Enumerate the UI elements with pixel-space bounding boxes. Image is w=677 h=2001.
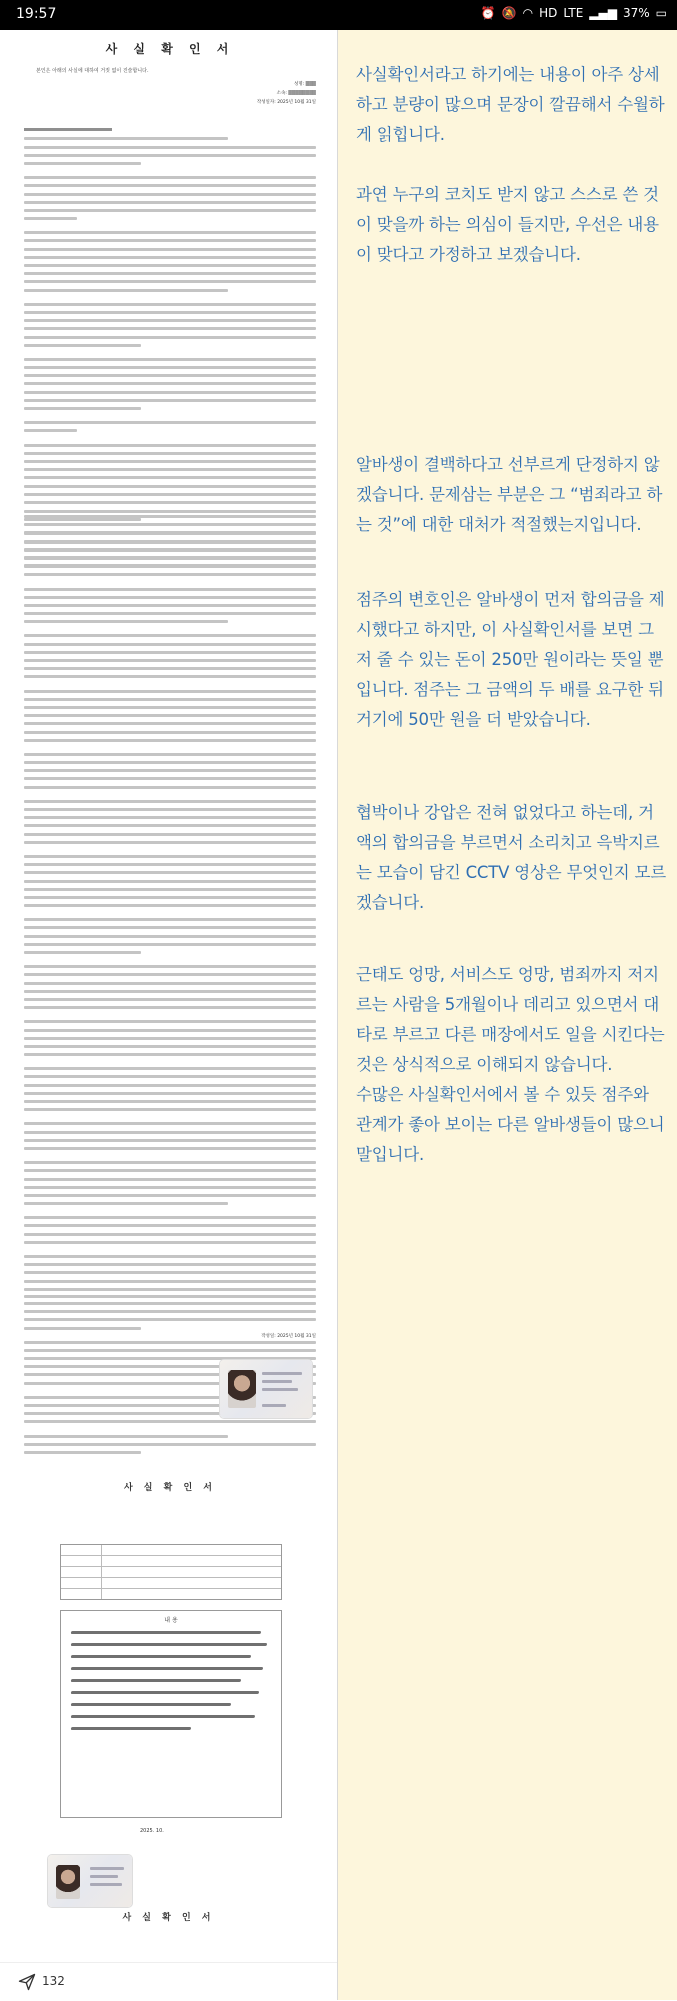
document-page-1 [24, 40, 316, 1340]
hd-label: HD [539, 6, 558, 20]
page3-title: 사 실 확 인 서 [122, 1913, 215, 1923]
id-card-image-2 [48, 1855, 132, 1907]
document-title: 사 실 확 인 서 [105, 42, 235, 56]
status-time: 19:57 [16, 6, 57, 22]
id-photo [228, 1370, 256, 1408]
id-card-image-1 [220, 1360, 312, 1418]
document-footer-date: 작성일: 2025년 10월 31일 [261, 1334, 316, 1340]
share-count: 132 [42, 1974, 65, 1988]
commentary-paragraph-3: 알바생이 결백하다고 선부르게 단정하지 않겠습니다. 문제삼는 부분은 그 “범죄라고 하는 것”에 대한 대처가 적절했는지입니다. [356, 455, 663, 534]
affiliation-label: 소속: [276, 91, 287, 96]
handwritten-statement [60, 1610, 282, 1818]
alarm-icon: ⏰ [480, 6, 496, 20]
document-image[interactable] [0, 30, 337, 1962]
name-label: 성명: [293, 82, 305, 87]
commentary-paragraph-6: 근태도 엉망, 서비스도 엉망, 범죄까지 저지르는 사람을 5개월이나 데리고 있으면서 대타로 부르고 다른 매장에서도 일을 시킨다는 것은 상식적으로 이해되지 않습니다. 수많은 사실확인서에서 볼 수 있듯 점주와 관계가 좋아 보이는 다른 알바생들이 많으니 말입니다. [356, 965, 665, 1164]
status-icons [481, 6, 667, 20]
commentary-panel [338, 30, 677, 2000]
signal-icon: ▂▄▆ [589, 6, 617, 20]
battery-percent: 37% [622, 6, 650, 20]
id-photo-2 [56, 1865, 80, 1899]
statement-heading: 내 용 [164, 1617, 178, 1624]
page2-date: 2025. 10. [140, 1828, 164, 1834]
document-page-2 [60, 1480, 280, 1834]
wifi-icon: ◠ [522, 6, 534, 20]
mute-icon: 🔕 [501, 6, 517, 20]
bottom-bar [0, 1962, 337, 2001]
commentary-paragraph-5: 협박이나 강압은 전혀 없었다고 하는데, 거액의 합의금을 부르면서 소리치고 윽박지르는 모습이 담긴 CCTV 영상은 무엇인지 모르겠습니다. [356, 803, 666, 912]
page2-title: 사 실 확 인 서 [123, 1483, 216, 1493]
commentary-paragraph-1: 사실확인서라고 하기에는 내용이 아주 상세하고 분량이 많으며 문장이 깔끔해서 수월하게 읽힙니다. [356, 65, 665, 144]
commentary-paragraph-4: 점주의 변호인은 알바생이 먼저 합의금을 제시했다고 하지만, 이 사실확인서를 보면 그저 줄 수 있는 돈이 250만 원이라는 뜻일 뿐입니다. 점주는 그 금액의 두 배를 요구한 뒤 거기에 50만 원을 더 받았습니다. [356, 590, 665, 729]
date-line: 작성일자: 2025년 10월 31일 [256, 100, 316, 105]
network-label: LTE [563, 6, 584, 20]
battery-icon: ▭ [655, 6, 667, 20]
signature-block: 성명: ▒▒▒ 소속: ▒▒▒▒▒▒▒▒ 작성일자: 2025년 10월 31일 [256, 82, 316, 105]
commentary-paragraph-2: 과연 누구의 코치도 받지 않고 스스로 쓴 것이 맞을까 하는 의심이 들지만, 우선은 내용이 맞다고 가정하고 보겠습니다. [356, 185, 659, 264]
status-bar [0, 0, 677, 30]
send-icon[interactable] [18, 1973, 36, 1991]
document-intro: 본인은 아래의 사실에 대하여 거짓 없이 진술합니다. [36, 68, 149, 74]
document-body-section-1 [24, 128, 316, 572]
personal-info-table [60, 1544, 282, 1600]
document-closing [24, 1295, 316, 1339]
